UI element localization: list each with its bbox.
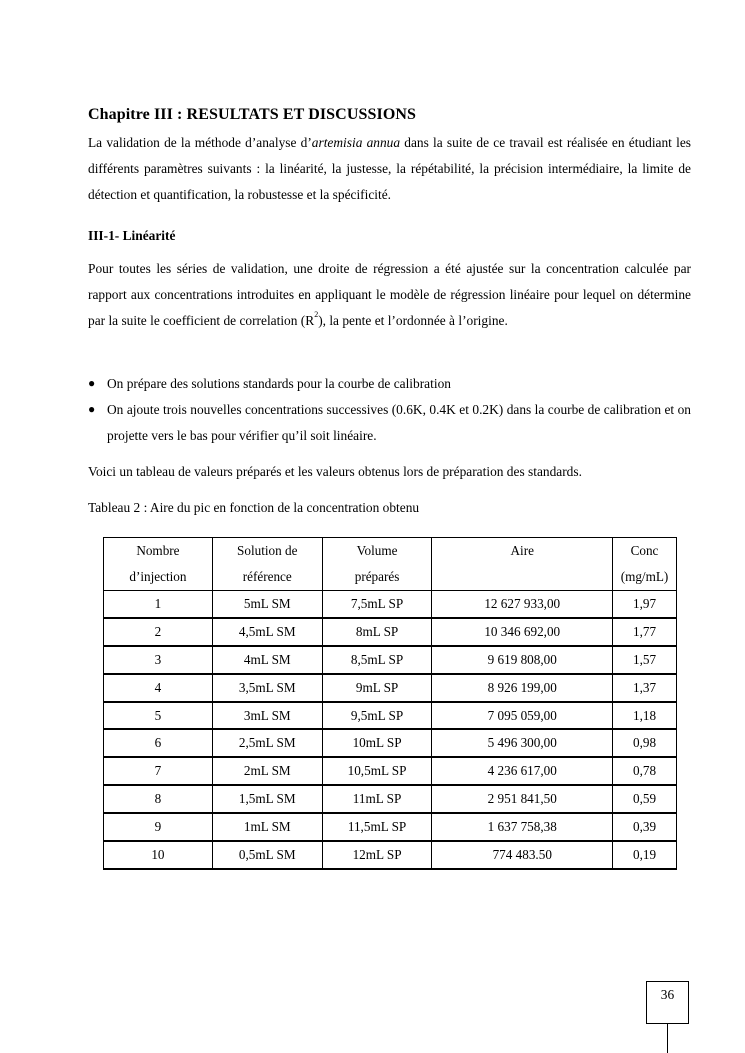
cell-area: 2 951 841,50 [432,785,613,813]
cell-area: 8 926 199,00 [432,674,613,702]
table-row [104,757,677,785]
cell-volume: 11mL SP [322,785,432,813]
table-row [104,591,677,618]
cell-area: 4 236 617,00 [432,757,613,785]
bullet-item [88,397,691,449]
cell-volume: 8mL SP [322,618,432,646]
header-area: Aire [432,538,613,591]
cell-conc: 1,97 [613,591,677,618]
bullet-text: On prépare des solutions standards pour la courbe de calibration [107,376,451,391]
cell-reference: 3mL SM [212,702,322,730]
cell-reference: 2mL SM [212,757,322,785]
table-row [104,618,677,646]
intro-paragraph [88,130,691,207]
cell-conc: 1,77 [613,618,677,646]
table-row [104,785,677,813]
cell-injection: 2 [104,618,213,646]
bullet-icon: ● [88,376,96,390]
page-number: 36 [646,981,689,1024]
bullet-icon: ● [88,401,96,416]
cell-injection: 3 [104,646,213,674]
table-row [104,813,677,841]
r-squared-exponent: 2 [314,310,319,320]
calibration-table [103,537,677,870]
linearity-text-start: Pour toutes les séries de validation, une droite de régression a été ajustée sur la concentration calculée par rapport aux concentrations introduites en appliquant le modèle de régression linéaire pour lequel on détermine par la suite le coefficient de correlation (R [88,261,691,328]
table-header-row [104,538,677,591]
cell-reference: 5mL SM [212,591,322,618]
intro-text-start: La validation de la méthode d’analyse d’ [88,135,312,150]
table-row [104,674,677,702]
table-row [104,702,677,730]
header-concentration: Conc (mg/mL) [613,538,677,591]
cell-conc: 0,98 [613,729,677,757]
cell-volume: 10,5mL SP [322,757,432,785]
table-row [104,841,677,869]
linearity-text-end: ), la pente et l’ordonnée à l’origine. [318,312,508,328]
cell-reference: 4,5mL SM [212,618,322,646]
cell-reference: 3,5mL SM [212,674,322,702]
cell-conc: 1,57 [613,646,677,674]
cell-area: 12 627 933,00 [432,591,613,618]
table-row [104,729,677,757]
header-injection-number: Nombre d’injection [104,538,213,591]
header-reference-solution: Solution de référence [212,538,322,591]
cell-reference: 2,5mL SM [212,729,322,757]
intro-text-end: dans la suite de ce travail est réalisée en étudiant les différents paramètres suivants : la linéarité, la justesse, la répétabilité, la précision intermédiaire, la limite de détection et quantification, la robustesse et la spécificité. [88,135,691,202]
bullet-item [88,371,691,397]
table-caption: Tableau 2 : Aire du pic en fonction de la concentration obtenu [88,500,420,515]
cell-conc: 0,59 [613,785,677,813]
header-prepared-volume: Volume préparés [322,538,432,591]
section-heading: III-1- Linéarité [88,228,176,243]
page-number-rule [667,1024,668,1053]
cell-injection: 1 [104,591,213,618]
species-name: artemisia annua [311,135,401,150]
cell-injection: 8 [104,785,213,813]
cell-volume: 7,5mL SP [322,591,432,618]
cell-area: 774 483.50 [432,841,613,869]
cell-area: 9 619 808,00 [432,646,613,674]
cell-volume: 8,5mL SP [322,646,432,674]
cell-injection: 4 [104,674,213,702]
table-row [104,646,677,674]
cell-area: 7 095 059,00 [432,702,613,730]
bullet-list [88,371,691,448]
cell-area: 10 346 692,00 [432,618,613,646]
cell-reference: 0,5mL SM [212,841,322,869]
cell-area: 1 637 758,38 [432,813,613,841]
cell-volume: 9,5mL SP [322,702,432,730]
cell-area: 5 496 300,00 [432,729,613,757]
cell-conc: 0,19 [613,841,677,869]
cell-volume: 9mL SP [322,674,432,702]
cell-reference: 4mL SM [212,646,322,674]
cell-injection: 10 [104,841,213,869]
cell-conc: 1,18 [613,702,677,730]
linearity-paragraph [88,256,691,333]
cell-volume: 12mL SP [322,841,432,869]
cell-conc: 0,39 [613,813,677,841]
cell-injection: 5 [104,702,213,730]
cell-volume: 10mL SP [322,729,432,757]
cell-injection: 6 [104,729,213,757]
bullet-text: On ajoute trois nouvelles concentrations successives (0.6K, 0.4K et 0.2K) dans la courbe de calibration et on projette vers le bas pour vérifier qu’il soit linéaire. [107,401,691,443]
cell-volume: 11,5mL SP [322,813,432,841]
chapter-title: Chapitre III : RESULTATS ET DISCUSSIONS [88,106,417,123]
cell-conc: 1,37 [613,674,677,702]
cell-reference: 1,5mL SM [212,785,322,813]
table-intro-sentence: Voici un tableau de valeurs préparés et les valeurs obtenus lors de préparation des standards. [88,464,582,479]
cell-reference: 1mL SM [212,813,322,841]
cell-conc: 0,78 [613,757,677,785]
cell-injection: 9 [104,813,213,841]
cell-injection: 7 [104,757,213,785]
